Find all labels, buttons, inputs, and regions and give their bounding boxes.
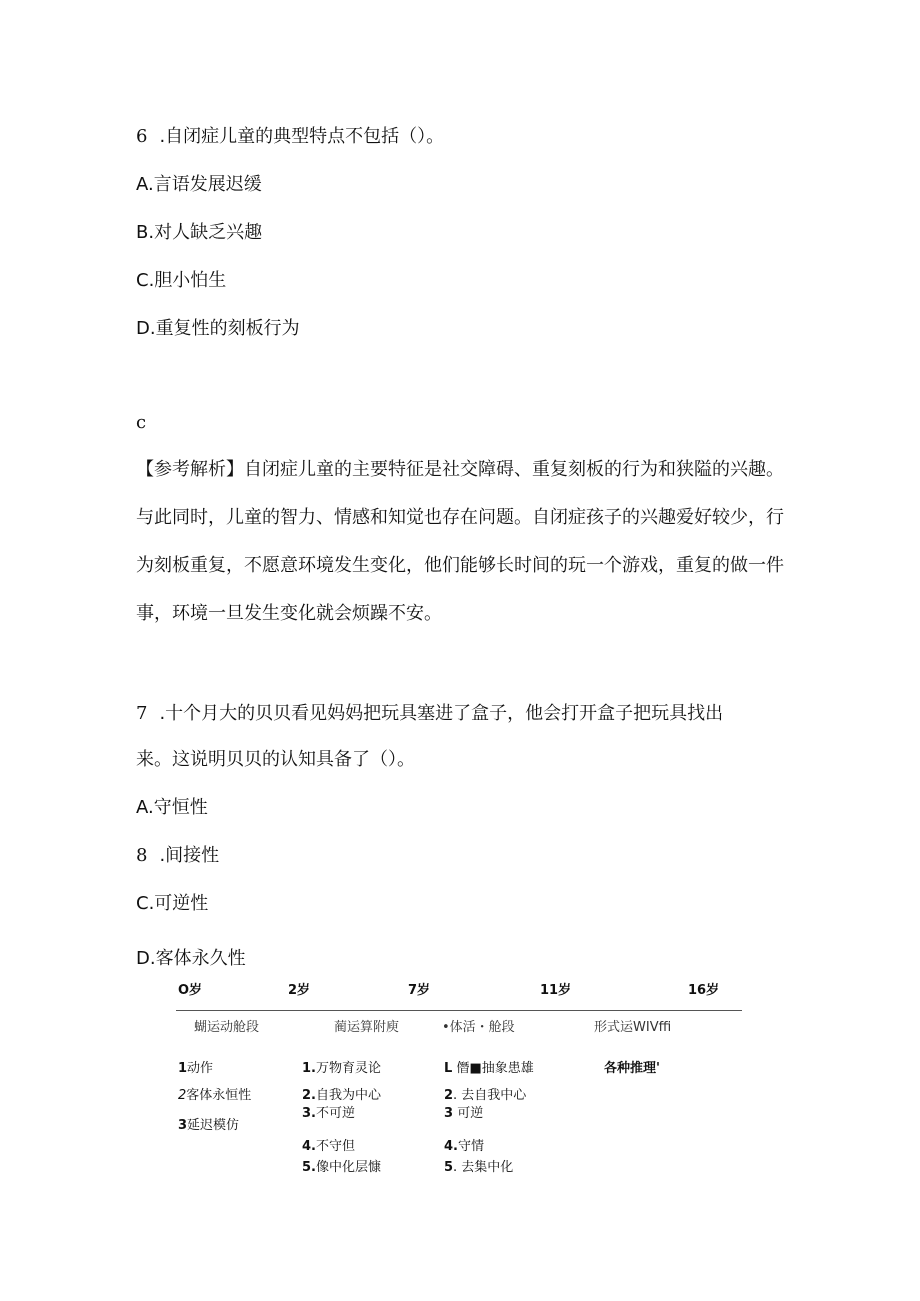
age-label: O岁: [178, 983, 203, 998]
q7-option-d: D.客体永久性: [136, 948, 246, 969]
stage-label: 蔺运算附庾: [334, 1020, 400, 1035]
feature-item: 3延迟模仿: [178, 1118, 240, 1133]
feature-item: 3 可逆: [444, 1106, 484, 1121]
q7-option-b-text: .间接性: [159, 845, 220, 866]
stage-features-concrete: [444, 1061, 534, 1176]
feature-item: 2. 去自我中心: [444, 1088, 527, 1103]
q6-option-a: A.言语发展迟缓: [136, 174, 262, 195]
feature-item: 3.不可逆: [302, 1106, 355, 1121]
feature-item: 5. 去集中化: [444, 1160, 514, 1175]
q6-analysis: 【参考解析】自闭症儿童的主要特征是社交障碍、重复刻板的行为和狭隘的兴趣。与此同时，儿童的智力、情感和知觉也存在问题。自闭症孩子的兴趣爱好较少，行为刻板重复，不愿意环境发生变化，他们能够长时间的玩一个游戏，重复的做一件事，环境一旦发生变化就会烦躁不安。: [136, 459, 784, 624]
q7-stem-line1: [136, 702, 723, 726]
q6-stem-text: .自闭症儿童的典型特点不包括（）。: [159, 126, 445, 147]
q6-option-b: B.对人缺乏兴趣: [136, 222, 263, 243]
feature-item: 1动作: [178, 1061, 214, 1076]
feature-item: 各种推理': [604, 1061, 660, 1076]
q6-number: 6: [136, 126, 148, 147]
stage-label: 蝴运动舱段: [194, 1020, 260, 1035]
q6-stem: [136, 125, 444, 149]
q7-option-b: [136, 844, 219, 868]
stage-features-preoperational: [302, 1061, 381, 1176]
feature-item: 4.不守但: [302, 1139, 355, 1154]
feature-item: 5.像中化层慷: [302, 1160, 381, 1175]
feature-item: 4.守情: [444, 1139, 484, 1154]
q6-option-c: C.胆小怕生: [136, 270, 227, 291]
q6-option-d: D.重复性的刻板行为: [136, 318, 300, 339]
q7-number: 7: [136, 703, 148, 724]
age-label: 11岁: [540, 983, 572, 998]
stage-label: •体活・舱段: [442, 1020, 515, 1035]
stage-features-sensorimotor: [178, 1061, 251, 1134]
age-label: 2岁: [288, 983, 311, 998]
q7-option-c: C.可逆性: [136, 893, 209, 914]
q7-option-b-number: 8: [136, 845, 148, 866]
age-label: 16岁: [688, 983, 720, 998]
q7-option-a: A.守恒性: [136, 797, 208, 818]
feature-item: 2.自我为中心: [302, 1088, 381, 1103]
timeline-divider: [176, 1010, 742, 1011]
q6-answer: c: [136, 412, 147, 433]
stage-label: 形式运WIVffi: [594, 1020, 672, 1035]
age-label: 7岁: [408, 983, 431, 998]
feature-item: L 僭■抽象患雄: [444, 1061, 534, 1076]
feature-item: 1.万物育灵论: [302, 1061, 381, 1076]
q7-stem-line2: 来。这说明贝贝的认知具备了（）。: [136, 749, 415, 770]
feature-item: 2客体永恒性: [178, 1088, 252, 1103]
q7-stem-text: .十个月大的贝贝看见妈妈把玩具塞进了盒子，他会打开盒子把玩具找出: [159, 703, 724, 724]
stage-features-formal: [604, 1061, 660, 1077]
